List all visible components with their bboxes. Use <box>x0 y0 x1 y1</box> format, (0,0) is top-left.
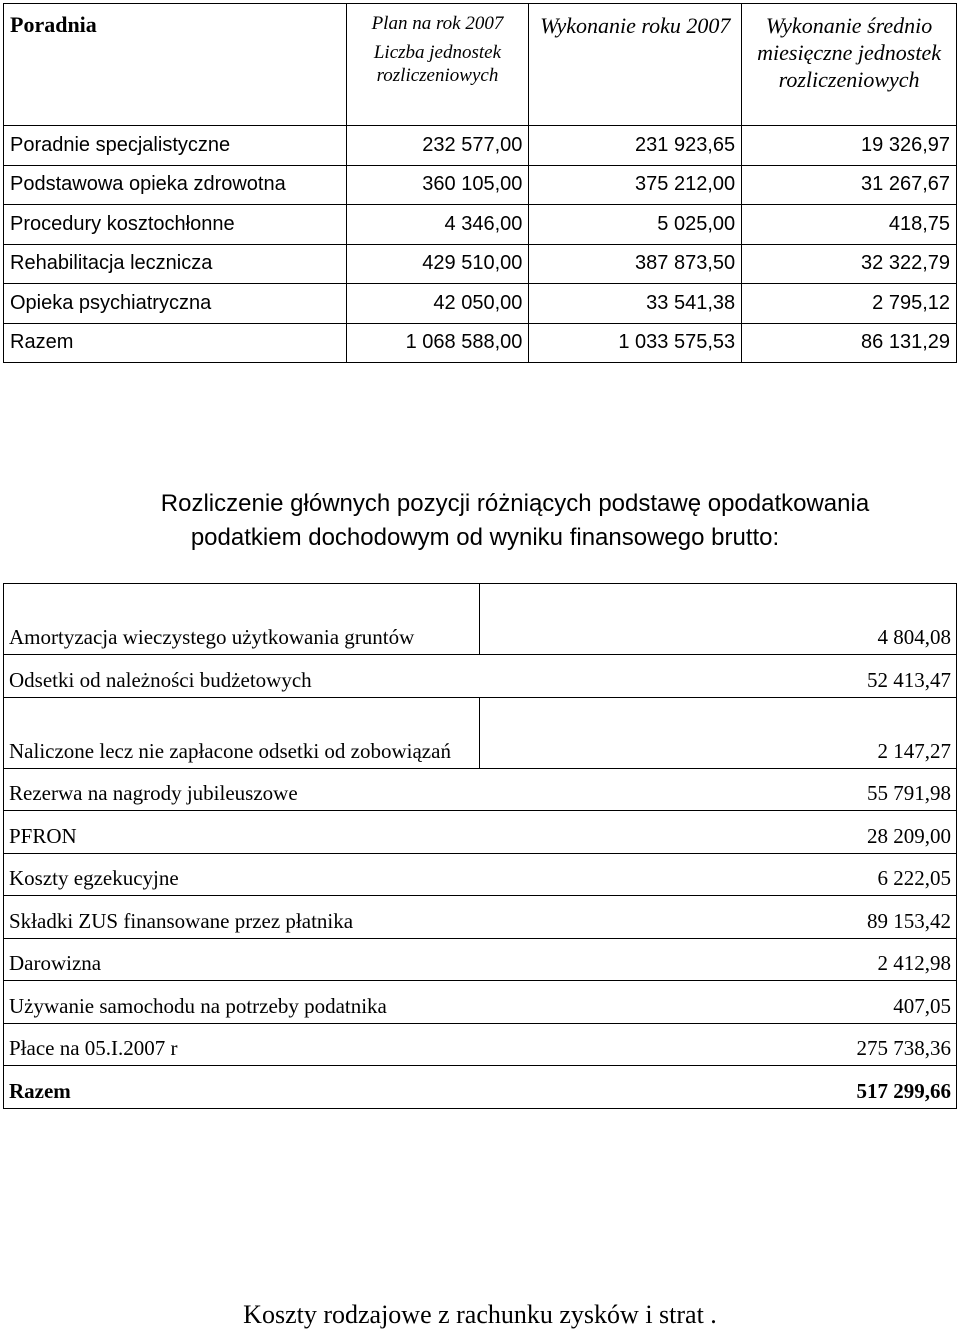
row-label: Koszty egzekucyjne <box>4 853 480 896</box>
header-srednio-text: Wykonanie średnio miesięczne jednostek rozliczeniowych <box>757 13 941 92</box>
table-row <box>4 165 957 205</box>
header-plan-line2: Liczba jednostek rozliczeniowych <box>373 42 502 86</box>
row-label: PFRON <box>4 811 480 854</box>
row-value: 407,05 <box>480 981 957 1024</box>
plan-execution-table <box>3 3 957 363</box>
tax-reconciliation-table <box>3 583 957 1109</box>
row-value: 2 412,98 <box>480 938 957 981</box>
row-name: Razem <box>4 323 347 363</box>
row-label: Naliczone lecz nie zapłacone odsetki od zobowiązań <box>4 697 480 768</box>
row-name: Rehabilitacja lecznicza <box>4 244 347 284</box>
row-wykonanie: 375 212,00 <box>529 165 742 205</box>
row-srednio: 418,75 <box>742 205 957 245</box>
row-wykonanie: 33 541,38 <box>529 284 742 324</box>
table-row <box>4 323 957 363</box>
section-title-line1: Rozliczenie głównych pozycji różniących podstawę opodatkowania <box>160 490 870 517</box>
row-srednio: 19 326,97 <box>742 126 957 166</box>
row-value: 6 222,05 <box>480 853 957 896</box>
row-srednio: 31 267,67 <box>742 165 957 205</box>
header-wykonanie-text: Wykonanie roku 2007 <box>540 13 731 38</box>
row-label: Razem <box>4 1066 480 1109</box>
row-value: 28 209,00 <box>480 811 957 854</box>
row-label: Używanie samochodu na potrzeby podatnika <box>4 981 480 1024</box>
table-row <box>4 205 957 245</box>
header-plan-line1: Plan na rok 2007 <box>371 13 504 34</box>
table-row <box>4 768 957 811</box>
row-wykonanie: 5 025,00 <box>529 205 742 245</box>
table-row <box>4 655 957 698</box>
section-title-line2: podatkiem dochodowym od wyniku finansowego brutto: <box>190 524 780 551</box>
row-srednio: 86 131,29 <box>742 323 957 363</box>
row-label: Składki ZUS finansowane przez płatnika <box>4 896 480 939</box>
table-row <box>4 1023 957 1066</box>
row-label: Amortyzacja wieczystego użytkowania gruntów <box>4 584 480 655</box>
header-wykonanie <box>529 4 742 126</box>
header-plan <box>346 4 529 126</box>
row-value: 52 413,47 <box>480 655 957 698</box>
row-plan: 1 068 588,00 <box>346 323 529 363</box>
table-row <box>4 284 957 324</box>
row-plan: 232 577,00 <box>346 126 529 166</box>
row-value: 2 147,27 <box>480 697 957 768</box>
row-label: Płace na 05.I.2007 r <box>4 1023 480 1066</box>
header-poradnia: Poradnia <box>4 4 347 126</box>
table-row <box>4 244 957 284</box>
row-plan: 42 050,00 <box>346 284 529 324</box>
footer-caption: Koszty rodzajowe z rachunku zysków i strat . <box>243 1300 717 1329</box>
row-srednio: 32 322,79 <box>742 244 957 284</box>
row-value: 517 299,66 <box>480 1066 957 1109</box>
table-row <box>4 981 957 1024</box>
table-row <box>4 896 957 939</box>
table1-body <box>4 126 957 363</box>
row-name: Procedury kosztochłonne <box>4 205 347 245</box>
row-plan: 360 105,00 <box>346 165 529 205</box>
row-name: Opieka psychiatryczna <box>4 284 347 324</box>
table-header-row <box>4 4 957 126</box>
table-row <box>4 811 957 854</box>
table-row <box>4 126 957 166</box>
table-row <box>4 697 957 768</box>
table-row <box>4 1066 957 1109</box>
row-name: Poradnie specjalistyczne <box>4 126 347 166</box>
table2-body <box>4 584 957 1109</box>
row-value: 275 738,36 <box>480 1023 957 1066</box>
row-value: 89 153,42 <box>480 896 957 939</box>
row-plan: 4 346,00 <box>346 205 529 245</box>
row-name: Podstawowa opieka zdrowotna <box>4 165 347 205</box>
header-srednio <box>742 4 957 126</box>
row-label: Odsetki od należności budżetowych <box>4 655 480 698</box>
table-row <box>4 938 957 981</box>
row-value: 55 791,98 <box>480 768 957 811</box>
table-row <box>4 853 957 896</box>
row-wykonanie: 387 873,50 <box>529 244 742 284</box>
row-value: 4 804,08 <box>480 584 957 655</box>
table-row <box>4 584 957 655</box>
row-wykonanie: 231 923,65 <box>529 126 742 166</box>
row-wykonanie: 1 033 575,53 <box>529 323 742 363</box>
row-plan: 429 510,00 <box>346 244 529 284</box>
row-label: Darowizna <box>4 938 480 981</box>
row-srednio: 2 795,12 <box>742 284 957 324</box>
row-label: Rezerwa na nagrody jubileuszowe <box>4 768 480 811</box>
